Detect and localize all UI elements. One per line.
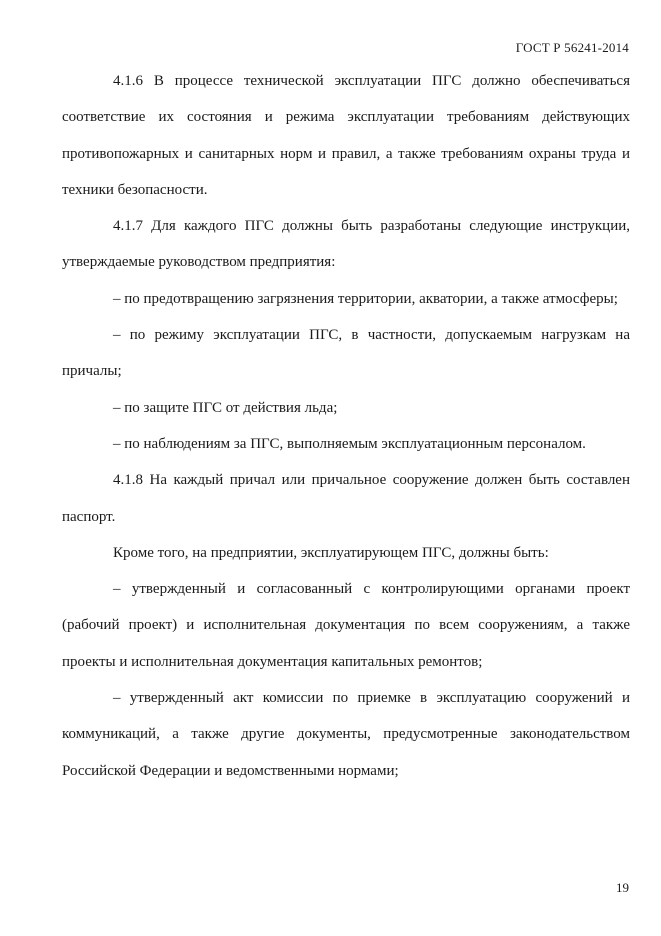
- paragraph-4-1-7: 4.1.7 Для каждого ПГС должны быть разработаны следующие инструкции, утверждаемые руководством предприятия:: [62, 218, 630, 271]
- paragraph-4-1-6: 4.1.6 В процессе технической эксплуатации ПГС должно обеспечиваться соответствие их состояния и режима эксплуатации требованиям действующих противопожарных и санитарных норм и правил, а также требованиям охраны труда и техники безопасности.: [62, 73, 630, 198]
- list-item-ice-protection: – по защите ПГС от действия льда;: [113, 399, 338, 416]
- paragraph-4-1-8: 4.1.8 На каждый причал или причальное сооружение должен быть составлен паспорт.: [62, 472, 630, 525]
- page-number: 19: [616, 880, 629, 895]
- list-item-observations: – по наблюдениям за ПГС, выполняемым эксплуатационным персоналом.: [113, 435, 586, 452]
- list-item-project-documentation: – утвержденный и согласованный с контролирующими органами проект (рабочий проект) и исполнительная документация по всем сооружениям, а также проекты и исполнительная документация капитальных ремонтов;: [62, 581, 630, 670]
- list-item-operation-mode: – по режиму эксплуатации ПГС, в частности, допускаемым нагрузкам на причалы;: [62, 327, 630, 380]
- document-standard-header: ГОСТ Р 56241-2014: [515, 40, 629, 55]
- list-item-acceptance-act: – утвержденный акт комиссии по приемке в эксплуатацию сооружений и коммуникаций, а также другие документы, предусмотренные законодательством Российской Федерации и ведомственными нормами;: [62, 690, 630, 779]
- document-body: [62, 63, 630, 789]
- list-item-pollution-prevention: – по предотвращению загрязнения территории, акватории, а также атмосферы;: [113, 290, 618, 307]
- paragraph-additionally: Кроме того, на предприятии, эксплуатирующем ПГС, должны быть:: [113, 544, 549, 561]
